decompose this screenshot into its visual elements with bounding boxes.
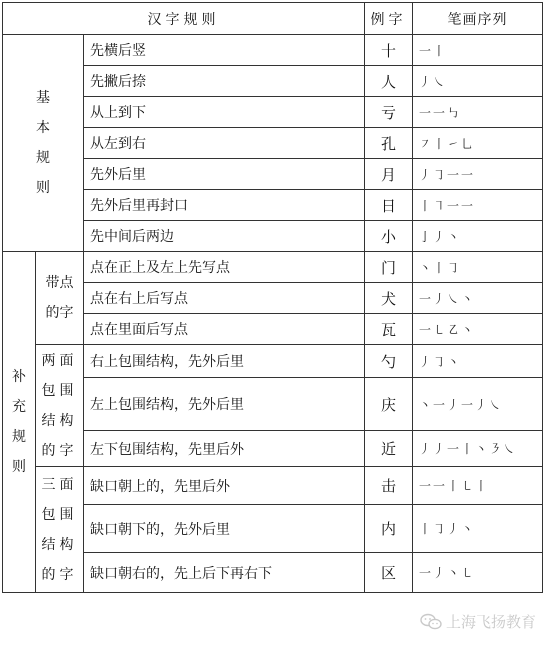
watermark-text: 上海飞扬教育: [445, 613, 536, 631]
table-row: [3, 467, 543, 505]
example-char: 日: [365, 190, 413, 221]
table-row: [3, 431, 543, 467]
rule-text: 先外后里: [84, 159, 365, 190]
stroke-sequence: 丨㇆丿丶: [413, 505, 543, 553]
stroke-sequence: 丿丿一丨丶㇋㇏: [413, 431, 543, 467]
header-row: [3, 3, 543, 35]
stroke-sequence: 一㇄㇠丶: [413, 314, 543, 345]
table-row: [3, 159, 543, 190]
example-char: 近: [365, 431, 413, 467]
table-row: [3, 190, 543, 221]
table-row: [3, 505, 543, 553]
example-char: 庆: [365, 378, 413, 431]
stroke-sequence: 一一㇉: [413, 97, 543, 128]
table-row: [3, 314, 543, 345]
watermark: [420, 611, 536, 632]
example-column-header: 例字: [365, 3, 413, 35]
wechat-icon: [420, 613, 442, 631]
rule-text: 缺口朝下的，先外后里: [84, 505, 365, 553]
stroke-sequence: 丿㇆一一: [413, 159, 543, 190]
example-char: 十: [365, 35, 413, 66]
example-char: 亏: [365, 97, 413, 128]
sequence-column-header: 笔画序列: [413, 3, 543, 35]
rule-text: 缺口朝上的，先里后外: [84, 467, 365, 505]
example-char: 击: [365, 467, 413, 505]
supplementary-rules-group-label: 补 充 规 则: [3, 252, 36, 593]
example-char: 月: [365, 159, 413, 190]
example-char: 犬: [365, 283, 413, 314]
rule-text: 先横后竖: [84, 35, 365, 66]
rule-text: 从左到右: [84, 128, 365, 159]
two-side-enclosure-group-label: 两面 包围 结构 的字: [36, 345, 84, 467]
rule-text: 先中间后两边: [84, 221, 365, 252]
example-char: 内: [365, 505, 413, 553]
table-row: [3, 252, 543, 283]
rule-text: 先外后里再封口: [84, 190, 365, 221]
rule-text: 点在右上后写点: [84, 283, 365, 314]
example-char: 孔: [365, 128, 413, 159]
stroke-sequence: 丿㇆丶: [413, 345, 543, 378]
rule-text: 点在里面后写点: [84, 314, 365, 345]
stroke-sequence: 亅丿丶: [413, 221, 543, 252]
rule-text: 右上包围结构，先外后里: [84, 345, 365, 378]
stroke-sequence: 丶丨㇆: [413, 252, 543, 283]
table-row: [3, 35, 543, 66]
basic-rules-group-label: 基 本 规 则: [3, 35, 84, 252]
stroke-sequence: 一丨: [413, 35, 543, 66]
example-char: 门: [365, 252, 413, 283]
stroke-order-rules-table: [2, 2, 543, 593]
rule-text: 从上到下: [84, 97, 365, 128]
stroke-sequence: ㇇丨㇀乚: [413, 128, 543, 159]
table-row: [3, 97, 543, 128]
stroke-sequence: 一一丨㇄丨: [413, 467, 543, 505]
three-side-enclosure-group-label: 三面 包围 结构 的字: [36, 467, 84, 593]
table-row: [3, 221, 543, 252]
example-char: 区: [365, 553, 413, 593]
stroke-sequence: 一丿丶㇄: [413, 553, 543, 593]
table-row: [3, 128, 543, 159]
example-char: 瓦: [365, 314, 413, 345]
table-row: [3, 66, 543, 97]
example-char: 小: [365, 221, 413, 252]
table-row: [3, 378, 543, 431]
table-row: [3, 345, 543, 378]
dot-characters-group-label: 带点 的字: [36, 252, 84, 345]
rule-text: 左上包围结构，先外后里: [84, 378, 365, 431]
table-row: [3, 553, 543, 593]
example-char: 人: [365, 66, 413, 97]
rule-text: 缺口朝右的，先上后下再右下: [84, 553, 365, 593]
example-char: 勺: [365, 345, 413, 378]
rule-column-header: 汉字规则: [3, 3, 365, 35]
rule-text: 点在正上及左上先写点: [84, 252, 365, 283]
stroke-sequence: 一丿㇏丶: [413, 283, 543, 314]
rule-text: 先撇后捺: [84, 66, 365, 97]
stroke-sequence: 丶一丿一丿㇏: [413, 378, 543, 431]
table-row: [3, 283, 543, 314]
stroke-sequence: 丿㇏: [413, 66, 543, 97]
stroke-sequence: 丨㇕一一: [413, 190, 543, 221]
rule-text: 左下包围结构，先里后外: [84, 431, 365, 467]
